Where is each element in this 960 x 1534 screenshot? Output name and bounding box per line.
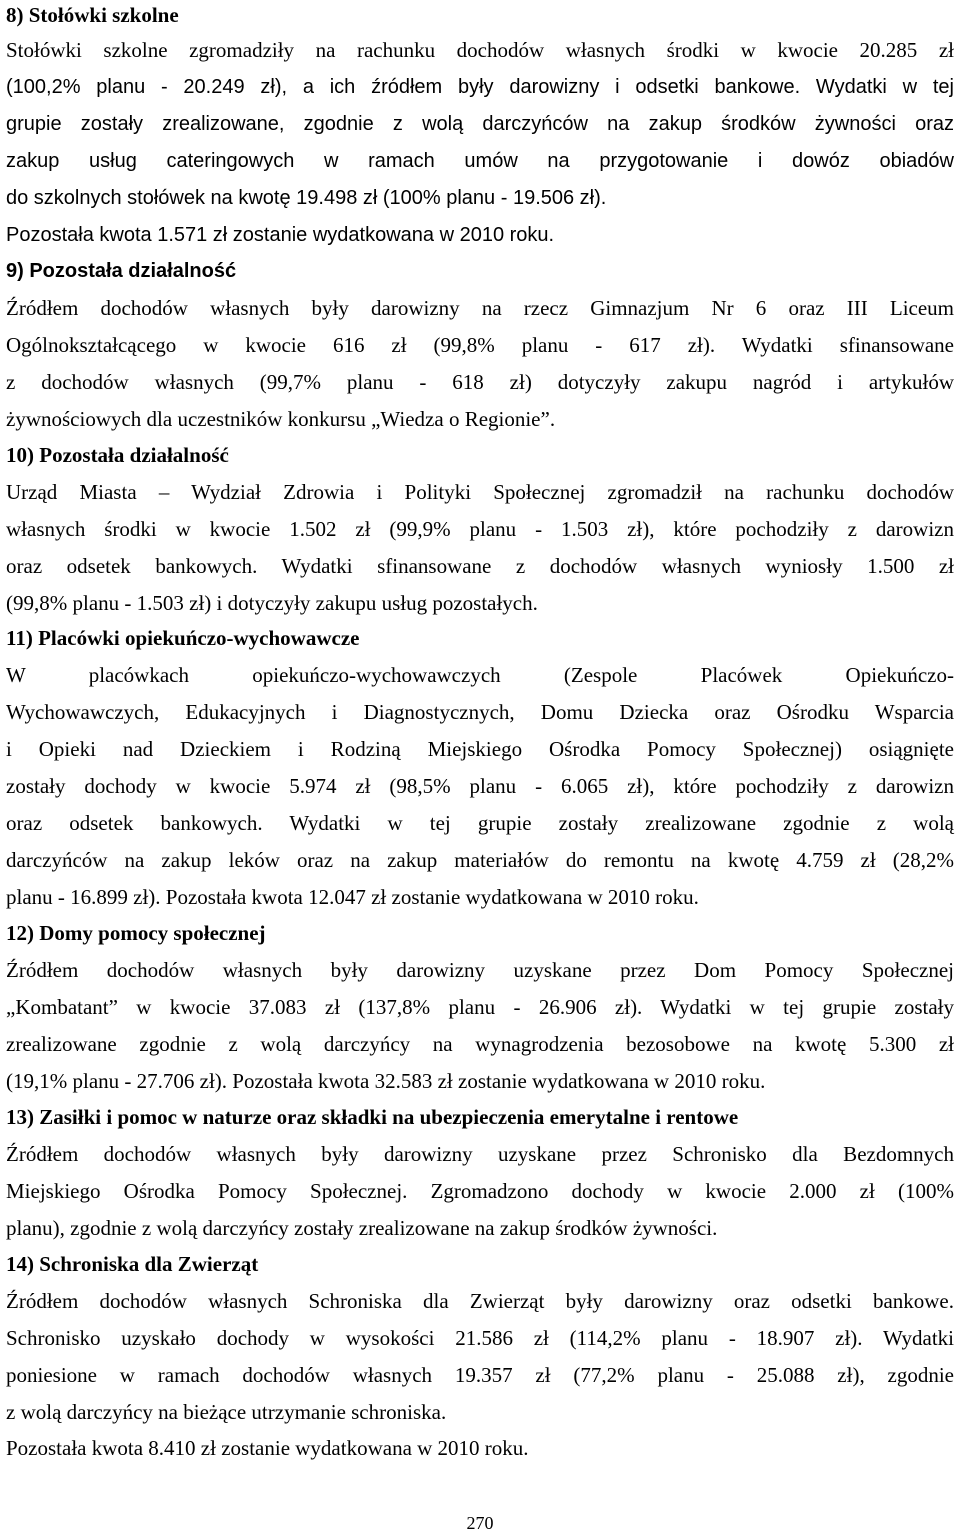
text-line: Źródłem dochodów własnych były darowizny uzyskane przez Schronisko dla Bezdomnych xyxy=(6,1142,954,1166)
text-line: (99,8% planu - 1.503 zł) i dotyczyły zakupu usług pozostałych. xyxy=(6,591,538,615)
text-line: Ogólnokształcącego w kwocie 616 zł (99,8% planu - 617 zł). Wydatki sfinansowane xyxy=(6,333,954,357)
text-line: (19,1% planu - 27.706 zł). Pozostała kwota 32.583 zł zostanie wydatkowana w 2010 roku. xyxy=(6,1069,766,1093)
text-line: zrealizowane zgodnie z wolą darczyńcy na wynagrodzenia bezosobowe na kwotę 5.300 zł xyxy=(6,1032,954,1056)
text-line: do szkolnych stołówek na kwotę 19.498 zł (100% planu - 19.506 zł). xyxy=(6,187,607,209)
section-heading-12: 12) Domy pomocy społecznej xyxy=(6,921,266,945)
text-line: Źródłem dochodów własnych były darowizny uzyskane przez Dom Pomocy Społecznej xyxy=(6,958,954,982)
section-heading-14: 14) Schroniska dla Zwierząt xyxy=(6,1252,259,1276)
section-heading-9: 9) Pozostała działalność xyxy=(6,260,237,282)
text-line: z wolą darczyńcy na bieżące utrzymanie schroniska. xyxy=(6,1400,447,1424)
text-line: oraz odsetek bankowych. Wydatki w tej grupie zostały zrealizowane zgodnie z wolą xyxy=(6,811,954,835)
text-line: poniesione w ramach dochodów własnych 19.357 zł (77,2% planu - 25.088 zł), zgodnie xyxy=(6,1363,954,1387)
text-line: Źródłem dochodów własnych były darowizny na rzecz Gimnazjum Nr 6 oraz III Liceum xyxy=(6,296,954,320)
text-line: darczyńców na zakup leków oraz na zakup materiałów do remontu na kwotę 4.759 zł (28,2% xyxy=(6,848,954,872)
page-number: 270 xyxy=(466,1513,494,1533)
text-line: Urząd Miasta – Wydział Zdrowia i Polityki Społecznej zgromadził na rachunku dochodów xyxy=(6,480,954,504)
text-line: z dochodów własnych (99,7% planu - 618 zł) dotyczyły zakupu nagród i artykułów xyxy=(6,370,954,394)
text-line: własnych środki w kwocie 1.502 zł (99,9% planu - 1.503 zł), które pochodziły z darowizn xyxy=(6,517,954,541)
text-line: „Kombatant” w kwocie 37.083 zł (137,8% planu - 26.906 zł). Wydatki w tej grupie zostały xyxy=(6,995,954,1019)
text-line: żywnościowych dla uczestników konkursu „Wiedza o Regionie”. xyxy=(6,407,556,431)
section-heading-10: 10) Pozostała działalność xyxy=(6,443,229,467)
text-line: grupie zostały zrealizowane, zgodnie z wolą darczyńców na zakup środków żywności oraz xyxy=(6,113,954,135)
text-line: oraz odsetek bankowych. Wydatki sfinansowane z dochodów własnych wyniosły 1.500 zł xyxy=(6,554,954,578)
text-line: Schronisko uzyskało dochody w wysokości 21.586 zł (114,2% planu - 18.907 zł). Wydatki xyxy=(6,1326,954,1350)
section-heading-11: 11) Placówki opiekuńczo-wychowawcze xyxy=(6,626,360,650)
text-line: W placówkach opiekuńczo-wychowawczych (Zespole Placówek Opiekuńczo- xyxy=(6,663,954,687)
text-line: Źródłem dochodów własnych Schroniska dla Zwierząt były darowizny oraz odsetki bankowe. xyxy=(6,1289,954,1313)
text-line: planu), zgodnie z wolą darczyńcy zostały zrealizowane na zakup środków żywności. xyxy=(6,1216,718,1240)
text-line: zostały dochody w kwocie 5.974 zł (98,5% planu - 6.065 zł), które pochodziły z darowizn xyxy=(6,774,954,798)
text-line: i Opieki nad Dzieckiem i Rodziną Miejskiego Ośrodka Pomocy Społecznej) osiągnięte xyxy=(6,737,954,761)
section-heading-13: 13) Zasiłki i pomoc w naturze oraz składki na ubezpieczenia emerytalne i rentowe xyxy=(6,1105,739,1129)
section-heading-8: 8) Stołówki szkolne xyxy=(6,3,179,27)
text-line: (100,2% planu - 20.249 zł), a ich źródłem były darowizny i odsetki bankowe. Wydatki w tej xyxy=(6,76,954,98)
text-line: Stołówki szkolne zgromadziły na rachunku dochodów własnych środki w kwocie 20.285 zł xyxy=(6,38,954,62)
text-line: Pozostała kwota 8.410 zł zostanie wydatkowana w 2010 roku. xyxy=(6,1436,529,1460)
text-line: Wychowawczych, Edukacyjnych i Diagnostycznych, Domu Dziecka oraz Ośrodku Wsparcia xyxy=(6,700,954,724)
text-line: planu - 16.899 zł). Pozostała kwota 12.047 zł zostanie wydatkowana w 2010 roku. xyxy=(6,885,699,909)
text-line: Pozostała kwota 1.571 zł zostanie wydatkowana w 2010 roku. xyxy=(6,224,555,246)
text-line: zakup usług cateringowych w ramach umów na przygotowanie i dowóz obiadów xyxy=(6,150,954,172)
text-line: Miejskiego Ośrodka Pomocy Społecznej. Zgromadzono dochody w kwocie 2.000 zł (100% xyxy=(6,1179,954,1203)
